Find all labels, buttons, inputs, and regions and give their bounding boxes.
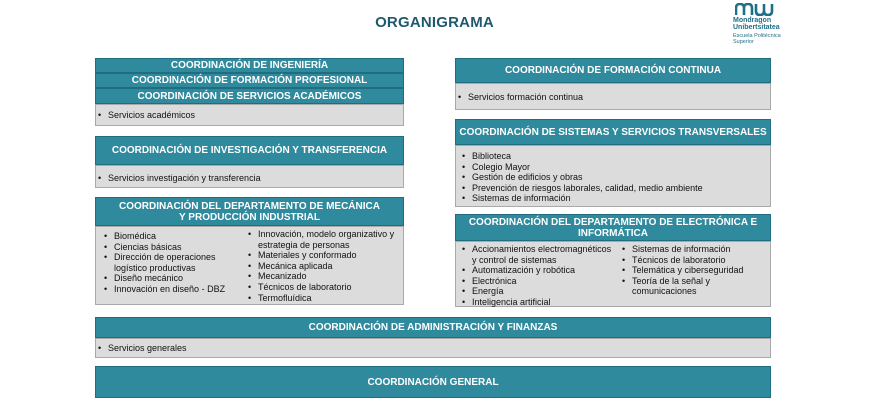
mecanica-body	[95, 226, 404, 305]
list-item: • Ciencias básicas	[102, 242, 242, 253]
coordinacion-formacion-continua-header: COORDINACIÓN DE FORMACIÓN CONTINUA	[455, 58, 771, 83]
list-item: • Biblioteca	[460, 151, 703, 162]
list-item: • Sistemas de información	[620, 244, 765, 255]
formacion-continua-body	[455, 83, 771, 110]
list-item: • Innovación, modelo organizativo y estrategia de personas	[246, 229, 396, 250]
list-item: • Energía	[460, 286, 612, 297]
page-title: ORGANIGRAMA	[375, 14, 494, 31]
list-item: • Mecánica aplicada	[246, 261, 396, 272]
list-item: • Biomédica	[102, 231, 242, 242]
electronica-body	[455, 241, 771, 307]
administracion-body	[95, 338, 771, 358]
list-item: • Dirección de operaciones logístico productivas	[102, 252, 242, 273]
list-item: • Sistemas de información	[460, 193, 703, 204]
coordinacion-ingenieria-header: COORDINACIÓN DE INGENIERÍA	[95, 58, 404, 73]
logo-text-line2: Unibertsitatea	[733, 24, 780, 31]
list-item: • Telemática y ciberseguridad	[620, 265, 765, 276]
coordinacion-investigacion-header: COORDINACIÓN DE INVESTIGACIÓN Y TRANSFERENCIA	[95, 136, 404, 165]
list-item: • Accionamientos electromagnéticos y control de sistemas	[460, 244, 612, 265]
list-item: • Técnicos de laboratorio	[620, 255, 765, 266]
coordinacion-general-header: COORDINACIÓN GENERAL	[95, 366, 771, 398]
mondragon-logo	[733, 3, 813, 47]
list-item: • Innovación en diseño - DBZ	[102, 284, 242, 295]
list-item: • Inteligencia artificial	[460, 297, 612, 308]
list-item: • Servicios generales	[96, 343, 187, 354]
list-item: • Automatización y robótica	[460, 265, 612, 276]
logo-text-line4: Superior	[733, 39, 754, 45]
logo-text-line1: Mondragon	[733, 17, 772, 24]
coordinacion-mecanica-header: COORDINACIÓN DEL DEPARTAMENTO DE MECÁNICA Y PRODUCCIÓN INDUSTRIAL	[95, 197, 404, 226]
list-item: • Servicios académicos	[96, 110, 195, 121]
list-item: • Diseño mecánico	[102, 273, 242, 284]
sistemas-body	[455, 145, 771, 207]
list-item: • Servicios investigación y transferencia	[96, 173, 261, 184]
list-item: • Técnicos de laboratorio	[246, 282, 396, 293]
coordinacion-sistemas-header: COORDINACIÓN DE SISTEMAS Y SERVICIOS TRANSVERSALES	[455, 119, 771, 145]
list-item: • Servicios formación continua	[456, 92, 583, 103]
coordinacion-servicios-academicos-header: COORDINACIÓN DE SERVICIOS ACADÉMICOS	[95, 88, 404, 104]
list-item: • Termofluídica	[246, 293, 396, 304]
list-item: • Materiales y conformado	[246, 250, 396, 261]
list-item: • Mecanizado	[246, 271, 396, 282]
coordinacion-electronica-header: COORDINACIÓN DEL DEPARTAMENTO DE ELECTRÓNICA E INFORMÁTICA	[455, 214, 771, 241]
mu-logo-icon	[735, 3, 775, 16]
investigacion-body	[95, 165, 404, 188]
list-item: • Prevención de riesgos laborales, calidad, medio ambiente	[460, 183, 703, 194]
logo-text-line3: Escuela Politécnica	[733, 33, 781, 39]
list-item: • Electrónica	[460, 276, 612, 287]
list-item: • Gestión de edificios y obras	[460, 172, 703, 183]
list-item: • Colegio Mayor	[460, 162, 703, 173]
coordinacion-formacion-profesional-header: COORDINACIÓN DE FORMACIÓN PROFESIONAL	[95, 73, 404, 88]
coordinacion-administracion-header: COORDINACIÓN DE ADMINISTRACIÓN Y FINANZAS	[95, 317, 771, 338]
list-item: • Teoría de la señal y comunicaciones	[620, 276, 765, 297]
servicios-academicos-body	[95, 104, 404, 126]
